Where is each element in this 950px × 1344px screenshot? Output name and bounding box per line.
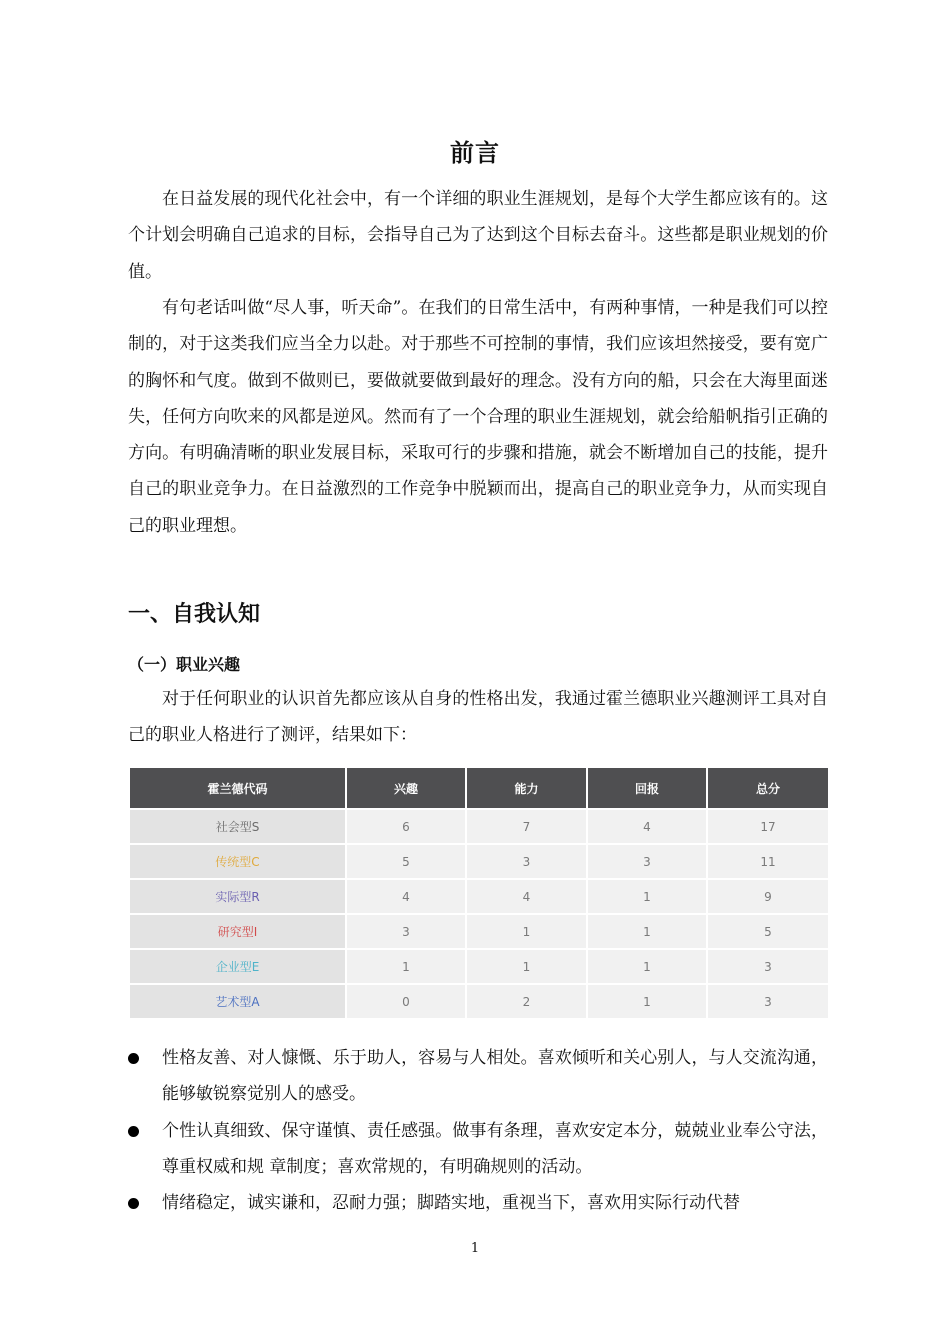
holland-code-cell: 实际型R xyxy=(130,879,346,914)
ability-cell: 1 xyxy=(466,914,587,949)
reward-cell: 4 xyxy=(587,809,707,844)
holland-code-table xyxy=(130,768,828,1018)
table-header-cell: 回报 xyxy=(587,768,707,809)
reward-cell: 1 xyxy=(587,914,707,949)
holland-code-cell: 研究型I xyxy=(130,914,346,949)
personality-traits-list xyxy=(128,1040,828,1221)
ability-cell: 2 xyxy=(466,984,587,1018)
bullet-icon xyxy=(128,1198,139,1209)
list-item-text: 个性认真细致、保守谨慎、责任感强。做事有条理，喜欢安定本分，兢兢业业奉公守法，尊重权威和规 章制度；喜欢常规的，有明确规则的活动。 xyxy=(162,1120,828,1177)
table-header-row xyxy=(130,768,828,809)
table-row xyxy=(130,914,828,949)
page-number: 1 xyxy=(470,1241,480,1256)
reward-cell: 1 xyxy=(587,949,707,984)
preface-paragraph-1: 在日益发展的现代化社会中，有一个详细的职业生涯规划，是每个大学生都应该有的。这个计划会明确自己追求的目标，会指导自己为了达到这个目标去奋斗。这些都是职业规划的价值。 xyxy=(128,189,828,282)
reward-cell: 1 xyxy=(587,984,707,1018)
total-cell: 11 xyxy=(707,844,828,879)
table-row xyxy=(130,844,828,879)
table-row xyxy=(130,879,828,914)
career-interest-intro: 对于任何职业的认识首先都应该从自身的性格出发，我通过霍兰德职业兴趣测评工具对自己的职业人格进行了测评，结果如下： xyxy=(128,689,828,746)
list-item xyxy=(128,1040,828,1113)
section-heading-self-awareness: 一、自我认知 xyxy=(128,602,261,627)
total-cell: 17 xyxy=(707,809,828,844)
subsection-heading-career-interest: （一）职业兴趣 xyxy=(128,655,241,674)
table-header-cell: 总分 xyxy=(707,768,828,809)
list-item xyxy=(128,1113,828,1186)
interest-cell: 0 xyxy=(346,984,466,1018)
ability-cell: 4 xyxy=(466,879,587,914)
bullet-icon xyxy=(128,1053,139,1064)
list-item-text: 情绪稳定，诚实谦和，忍耐力强；脚踏实地，重视当下，喜欢用实际行动代替 xyxy=(162,1193,740,1214)
table-header-cell: 霍兰德代码 xyxy=(130,768,346,809)
reward-cell: 3 xyxy=(587,844,707,879)
interest-cell: 6 xyxy=(346,809,466,844)
total-cell: 5 xyxy=(707,914,828,949)
reward-cell: 1 xyxy=(587,879,707,914)
holland-code-cell: 传统型C xyxy=(130,844,346,879)
table-row xyxy=(130,949,828,984)
interest-cell: 3 xyxy=(346,914,466,949)
preface-paragraph-2: 有句老话叫做“尽人事，听天命”。在我们的日常生活中，有两种事情，一种是我们可以控制的，对于这类我们应当全力以赴。对于那些不可控制的事情，我们应该坦然接受，要有宽广的胸怀和气度。做到不做则已，要做就要做到最好的理念。没有方向的船，只会在大海里面迷失，任何方向吹来的风都是逆风。然而有了一个合理的职业生涯规划，就会给船帆指引正确的方向。有明确清晰的职业发展目标，采取可行的步骤和措施，就会不断增加自己的技能，提升自己的职业竞争力。在日益激烈的工作竞争中脱颖而出，提高自己的职业竞争力，从而实现自己的职业理想。 xyxy=(128,298,828,536)
ability-cell: 1 xyxy=(466,949,587,984)
table-header-cell: 能力 xyxy=(466,768,587,809)
table-row xyxy=(130,809,828,844)
interest-cell: 5 xyxy=(346,844,466,879)
table-header-cell: 兴趣 xyxy=(346,768,466,809)
page-title: 前言 xyxy=(450,139,500,167)
bullet-icon xyxy=(128,1126,139,1137)
interest-cell: 1 xyxy=(346,949,466,984)
ability-cell: 7 xyxy=(466,809,587,844)
list-item-text: 性格友善、对人慷慨、乐于助人，容易与人相处。喜欢倾听和关心别人，与人交流沟通，能够敏锐察觉别人的感受。 xyxy=(162,1048,828,1105)
table-row xyxy=(130,984,828,1018)
ability-cell: 3 xyxy=(466,844,587,879)
holland-code-cell: 社会型S xyxy=(130,809,346,844)
total-cell: 3 xyxy=(707,984,828,1018)
total-cell: 9 xyxy=(707,879,828,914)
total-cell: 3 xyxy=(707,949,828,984)
holland-code-cell: 企业型E xyxy=(130,949,346,984)
list-item xyxy=(128,1185,828,1221)
interest-cell: 4 xyxy=(346,879,466,914)
holland-code-cell: 艺术型A xyxy=(130,984,346,1018)
